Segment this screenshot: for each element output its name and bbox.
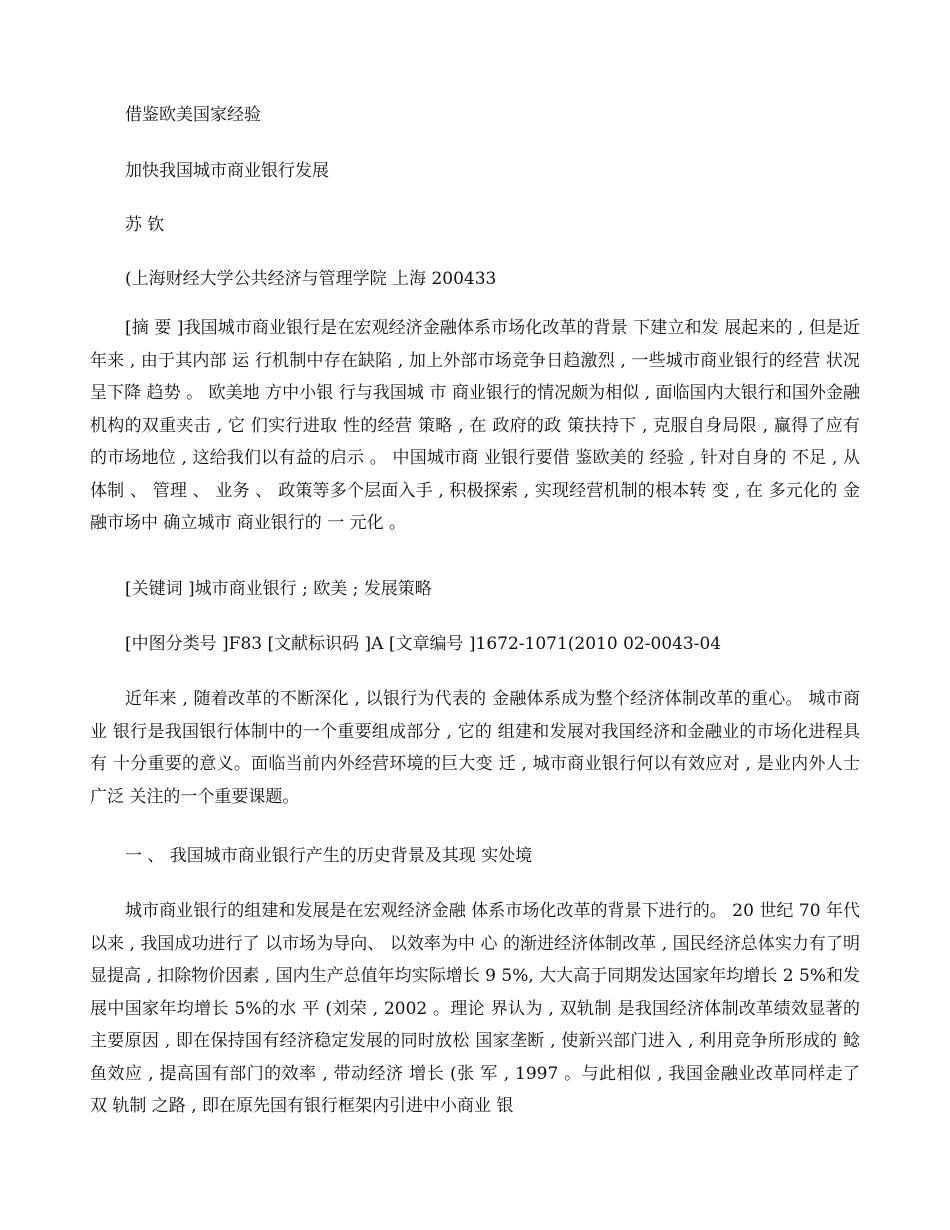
author-name: 苏 钦 — [125, 215, 165, 235]
intro-paragraph: 近年来 , 随着改革的不断深化 , 以银行为代表的 金融体系成为整个经济体制改革的重心。 城市商业 银行是我国银行体制中的一个重要组成部分 , 它的 组建和发展对我国经济和金融业的市场化进程具有 十分重要的意义。面临当前内外经营环境的巨大变 迁 , 城市商业银行何以有效应对 , 是业内外人士广泛 关注的一个重要课题。 — [90, 689, 860, 807]
keywords-line: [关键词 ]城市商业银行 ; 欧美 ; 发展策略 — [125, 579, 432, 599]
title-line-2: 加快我国城市商业银行发展 — [125, 161, 329, 181]
section-1-body: 城市商业银行的组建和发展是在宏观经济金融 体系市场化改革的背景下进行的。 20 世纪 70 年代 以来 , 我国成功进行了 以市场为导向、 以效率为中 心 的渐进经济体制改革 , 国民经济总体实力有了明 显提高 , 扣除物价因素 , 国内生产总值年均实际增长 9 5%, 大大高于同期发达国家年均增长 2 5%和发 展中国家年均增长 5%的水 平 (刘荣 , 2002 。理论 界认为 , 双轨制 是我国经济体制改革绩效显著的 主要原因 , 即在保持国有经济稳定发展的同时放松 国家垄断 , 使新兴部门进入 , 利用竞争所形成的 鲶 鱼效应 , 提高国有部门的效率 , 带动经济 增长 (张 军 , 1997 。与此相似 , 我国金融业改革同样走了 双 轨制 之路 , 即在原先国有银行框架内引进中小商业 银 — [90, 901, 860, 1116]
section-1-heading: 一 、 我国城市商业银行产生的历史背景及其现 实处境 — [125, 846, 533, 866]
title-line-1: 借鉴欧美国家经验 — [125, 105, 261, 125]
classification-line: [中图分类号 ]F83 [文献标识码 ]A [文章编号 ]1672-1071(2010 02-0043-04 — [125, 634, 722, 654]
author-affiliation: (上海财经大学公共经济与管理学院 上海 200433 — [125, 269, 497, 289]
abstract-paragraph: [摘 要 ]我国城市商业银行是在宏观经济金融体系市场化改革的背景 下建立和发 展起来的 , 但是近 年来 , 由于其内部 运 行机制中存在缺陷 , 加上外部市场竞争日趋激烈 , 一些城市商业银行的经营 状况呈下降 趋势 。 欧美地 方中小银 行与我国城 市 商业银行的情况颇为相似 , 面临国内大银行和国外金融 机构的双重夹击 , 它 们实行进取 性的经营 策略 , 在 政府的政 策扶持下 , 克服自身局限 , 赢得了应有的市场地位 , 这给我们以有益的启示 。 中国城市商 业银行要借 鉴欧美的 经验 , 针对自身的 不足 , 从 体制 、 管理 、 业务 、 政策等多个层面入手 , 积极探索 , 实现经营机制的根本转 变 , 在 多元化的 金融市场中 确立城市 商业银行的 一 元化 。 — [90, 318, 860, 533]
